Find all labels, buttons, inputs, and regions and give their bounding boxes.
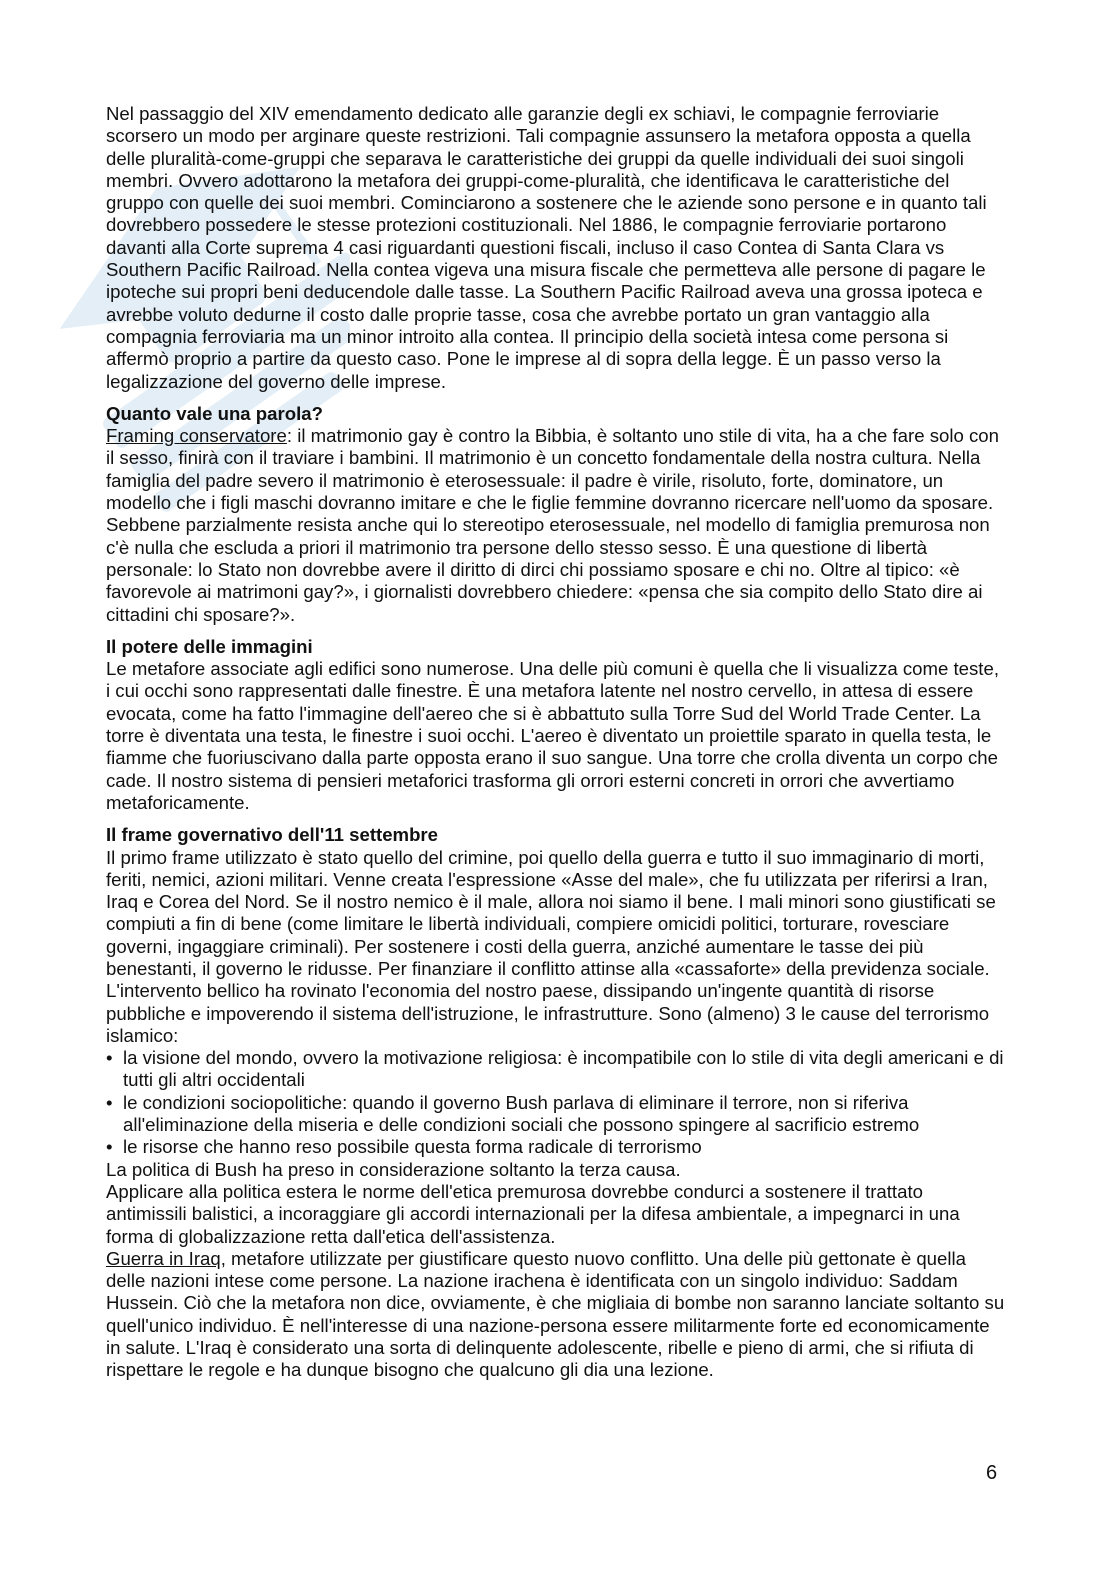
- list-item: • le condizioni sociopolitiche: quando il governo Bush parlava di eliminare il terrore, non si riferiva all'eliminazione della miseria e delle condizioni sociali che possono spingere al sacrificio estremo: [106, 1092, 1006, 1137]
- heading-frame: Il frame governativo dell'11 settembre: [106, 824, 439, 846]
- causes-list: [106, 1047, 1006, 1158]
- paragraph-bush: La politica di Bush ha preso in considerazione soltanto la terza causa.: [106, 1158, 681, 1180]
- iraq-label: Guerra in Iraq: [106, 1247, 221, 1269]
- framing-text: : il matrimonio gay è contro la Bibbia, è soltanto uno stile di vita, ha a che fare solo con il sesso, finirà con il traviare i bambini. Il matrimonio è un concetto fondamentale della nostra cultura. Nella famiglia del padre severo il matrimonio è eterosessuale: il padre è virile, risoluto, forte, dominatore, un modello che i figli maschi dovranno imitare e che le figlie femmine dovranno ricercare nell'uomo da sposare. Sebbene parzialmente resista anche qui lo stereotipo eterosessuale, nel modello di famiglia premurosa non c'è nulla che escluda a priori il matrimonio tra persone dello stesso sesso. È una questione di libertà personale: lo Stato non dovrebbe avere il diritto di dirci chi possiamo sposare e chi no. Oltre al tipico: «è favorevole ai matrimoni gay?», i giornalisti dovrebbero chiedere: «pensa che sia compito dello Stato dire ai cittadini chi sposare?».: [106, 425, 999, 625]
- paragraph-framing: [106, 425, 1006, 626]
- list-item: • la visione del mondo, ovvero la motivazione religiosa: è incompatibile con lo stile di vita degli americani e di tutti gli altri occidentali: [106, 1047, 1006, 1092]
- paragraph-etica: Applicare alla politica estera le norme dell'etica premurosa dovrebbe condurci a sostenere il trattato antimissili balistici, a incoraggiare gli accordi internazionali per la difesa ambientale, a impegnarci in una forma di globalizzazione retta dall'etica dell'assistenza.: [106, 1180, 960, 1247]
- iraq-text: , metafore utilizzate per giustificare questo nuovo conflitto. Una delle più gettonate è quella delle nazioni intese come persone. La nazione irachena è identificata con un singolo individuo: Saddam Hussein. Ciò che la metafora non dice, ovviamente, è che migliaia di bombe non saranno lanciate soltanto su quell'unico individuo. È nell'interesse di una nazione-persona essere militarmente forte ed economicamente in salute. L'Iraq è considerato una sorta di delinquente adolescente, ribelle e pieno di armi, che si rifiuta di rispettare le regole e ha dunque bisogno che qualcuno gli dia una lezione.: [106, 1247, 1005, 1381]
- heading-parola: Quanto vale una parola?: [106, 402, 323, 424]
- document-body: [106, 103, 1006, 1382]
- page-number: 6: [986, 1462, 998, 1484]
- list-item: • le risorse che hanno reso possibile questa forma radicale di terrorismo: [106, 1136, 1006, 1158]
- heading-immagini: Il potere delle immagini: [106, 635, 313, 657]
- paragraph-railroad: Nel passaggio del XIV emendamento dedicato alle garanzie degli ex schiavi, le compagnie ferroviarie scorsero un modo per arginare queste restrizioni. Tali compagnie assunsero la metafora opposta a quella delle pluralità-come-gruppi che separava le caratteristiche dei gruppi da quelle individuali dei suoi singoli membri. Ovvero adottarono la metafora dei gruppi-come-pluralità, che identificava le caratteristiche del gruppo con quelle dei suoi membri. Cominciarono a sostenere che le aziende sono persone e in quanto tali dovrebbero possedere le stesse protezioni costituzionali. Nel 1886, le compagnie ferroviarie portarono davanti alla Corte suprema 4 casi riguardanti questioni fiscali, incluso il caso Contea di Santa Clara vs Southern Pacific Railroad. Nella contea vigeva una misura fiscale che permetteva alle persone di pagare le ipoteche sui propri beni deducendole dalle tasse. La Southern Pacific Railroad aveva una grossa ipoteca e avrebbe voluto dedurne il costo dalle proprie tasse, cosa che avrebbe portato un gran vantaggio alla compagnia ferroviaria ma un minor introito alla contea. Il principio della società intesa come persona si affermò proprio a partire da questo caso. Pone le imprese al di sopra della legge. È un passo verso la legalizzazione del governo delle imprese.: [106, 103, 987, 392]
- paragraph-immagini: Le metafore associate agli edifici sono numerose. Una delle più comuni è quella che li visualizza come teste, i cui occhi sono rappresentati dalle finestre. È una metafora latente nel nostro cervello, in attesa di essere evocata, come ha fatto l'immagine dell'aereo che si è abbattuto sulla Torre Sud del World Trade Center. La torre è diventata una testa, le finestre i suoi occhi. L'aereo è diventato un proiettile sparato in quella testa, le fiamme che fuoriuscivano dalla parte opposta erano il suo sangue. Una torre che crolla diventa un corpo che cade. Il nostro sistema di pensieri metaforici trasforma gli orrori esterni concreti in orrori che avvertiamo metaforicamente.: [106, 658, 999, 813]
- paragraph-frame: Il primo frame utilizzato è stato quello del crimine, poi quello della guerra e tutto il suo immaginario di morti, feriti, nemici, azioni militari. Venne creata l'espressione «Asse del male», che fu utilizzata per riferirsi a Iran, Iraq e Corea del Nord. Se il nostro nemico è il male, allora noi siamo il bene. I mali minori sono giustificati se compiuti a fin di bene (come limitare le libertà individuali, compiere omicidi politici, torturare, rovesciare governi, ingaggiare criminali). Per sostenere i costi della guerra, anziché aumentare le tasse dei più benestanti, il governo le ridusse. Per finanziare il conflitto attinse alla «cassaforte» della previdenza sociale. L'intervento bellico ha rovinato l'economia del nostro paese, dissipando un'ingente quantità di risorse pubbliche e impoverendo il sistema dell'istruzione, le infrastrutture. Sono (almeno) 3 le cause del terrorismo islamico:: [106, 846, 996, 1046]
- framing-label: Framing conservatore: [106, 425, 287, 447]
- paragraph-iraq: [106, 1248, 1006, 1382]
